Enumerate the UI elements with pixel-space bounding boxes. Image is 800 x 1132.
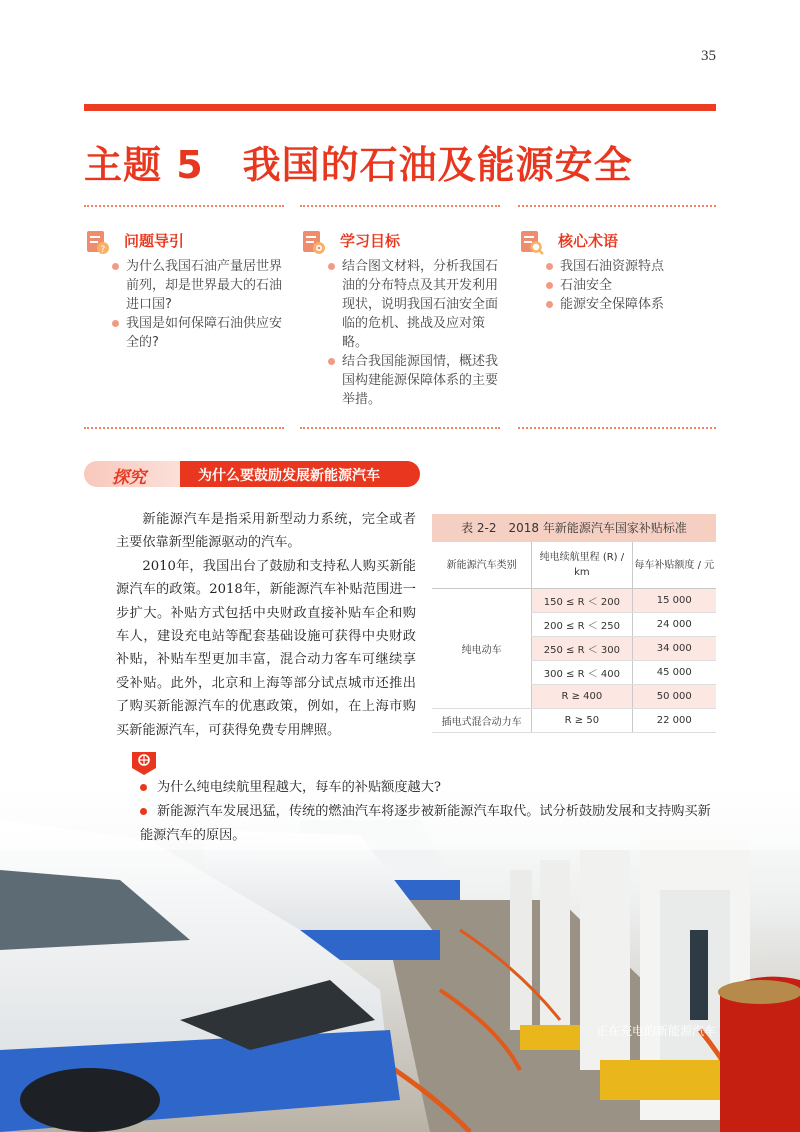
divider	[84, 427, 284, 429]
table-header: 每车补贴额度 / 元	[632, 542, 716, 589]
table-cell: 24 000	[632, 613, 716, 637]
body-text	[116, 508, 416, 742]
paragraph: 新能源汽车是指采用新型动力系统，完全或者主要依靠新型能源驱动的汽车。	[116, 512, 416, 551]
explore-topic	[180, 461, 420, 487]
table-cell: 200 ≤ R ＜ 250	[532, 613, 632, 637]
table-header: 纯电续航里程 (R) / km	[532, 542, 632, 589]
table-cell: 45 000	[632, 661, 716, 685]
divider	[300, 427, 500, 429]
table-cell: 300 ≤ R ＜ 400	[532, 661, 632, 685]
list-item: 我国石油资源特点	[546, 257, 716, 276]
table-cell: 纯电动车	[432, 589, 532, 709]
list-item: 能源安全保障体系	[546, 295, 716, 314]
learning-goal-list	[328, 257, 504, 409]
page-number: 35	[701, 48, 716, 64]
table-cell: R ≥ 400	[532, 685, 632, 709]
table-cell: 50 000	[632, 685, 716, 709]
list-item: 为什么我国石油产量居世界前列，却是世界最大的石油进口国?	[112, 257, 284, 314]
column-heading: 核心术语	[558, 232, 619, 250]
question-list	[140, 776, 720, 848]
divider	[84, 205, 284, 207]
paragraph: 2010年，我国出台了鼓励和支持私人购买新能源汽车的政策。2018年，新能源汽车补贴范围进一步扩大。补贴方式包括中央财政直接补贴车企和购车人，建设充电站等配套基础设施可获得中央财政补贴，补贴车型更加丰富，混合动力客车可继续享受补贴。此外，北京和上海等部分试点城市还推出了购买新能源汽车的优惠政策，例如，在上海市购买新能源汽车，可获得免费专用牌照。	[116, 558, 416, 738]
core-term-list	[546, 257, 716, 314]
question-text: 为什么纯电续航里程越大，每车的补贴额度越大?	[157, 780, 442, 795]
question-item	[140, 800, 720, 848]
title-rule	[84, 104, 716, 111]
divider	[300, 205, 500, 207]
column-heading: 学习目标	[340, 232, 401, 250]
explore-topic-label: 为什么要鼓励发展新能源汽车	[198, 468, 380, 484]
divider	[518, 427, 716, 429]
table-header: 新能源汽车类别	[432, 542, 532, 589]
bullet-icon	[140, 808, 147, 815]
table-cell: 34 000	[632, 637, 716, 661]
guide-question-list	[112, 257, 284, 352]
list-item: 我国是如何保障石油供应安全的?	[112, 314, 284, 352]
divider	[518, 205, 716, 207]
list-item: 石油安全	[546, 276, 716, 295]
question-text: 新能源汽车发展迅猛，传统的燃油汽车将逐步被新能源汽车取代。试分析鼓励发展和支持购买新能源汽车的原因。	[140, 804, 711, 843]
bullet-icon	[140, 784, 147, 791]
explore-tag-label: 探究	[112, 468, 146, 488]
search-doc-icon	[518, 229, 544, 255]
table-cell: 15 000	[632, 589, 716, 613]
table-cell: 150 ≤ R ＜ 200	[532, 589, 632, 613]
table-caption: 表 2-2 2018 年新能源汽车国家补贴标准	[432, 514, 716, 542]
table-cell: 插电式混合动力车	[432, 709, 532, 733]
list-item: 结合图文材料，分析我国石油的分布特点及其开发利用现状，说明我国石油安全面临的危机、挑战及应对策略。	[328, 257, 504, 352]
table-cell: 250 ≤ R ＜ 300	[532, 637, 632, 661]
explore-tag	[84, 461, 184, 487]
svg-text:?: ?	[100, 245, 106, 255]
subsidy-table	[432, 514, 716, 733]
explore-banner	[84, 461, 420, 487]
list-item: 结合我国能源国情，概述我国构建能源保障体系的主要举措。	[328, 352, 504, 409]
question-item	[140, 776, 720, 800]
photo-caption: 正在充电的新能源汽车	[595, 1024, 716, 1038]
table-cell: 22 000	[632, 709, 716, 733]
column-heading: 问题导引	[124, 232, 185, 250]
target-doc-icon	[300, 229, 326, 255]
page-title: 主题 5 我国的石油及能源安全	[84, 143, 633, 187]
question-doc-icon	[84, 229, 110, 255]
table-cell: R ≥ 50	[532, 709, 632, 733]
globe-hand-icon	[130, 750, 158, 776]
